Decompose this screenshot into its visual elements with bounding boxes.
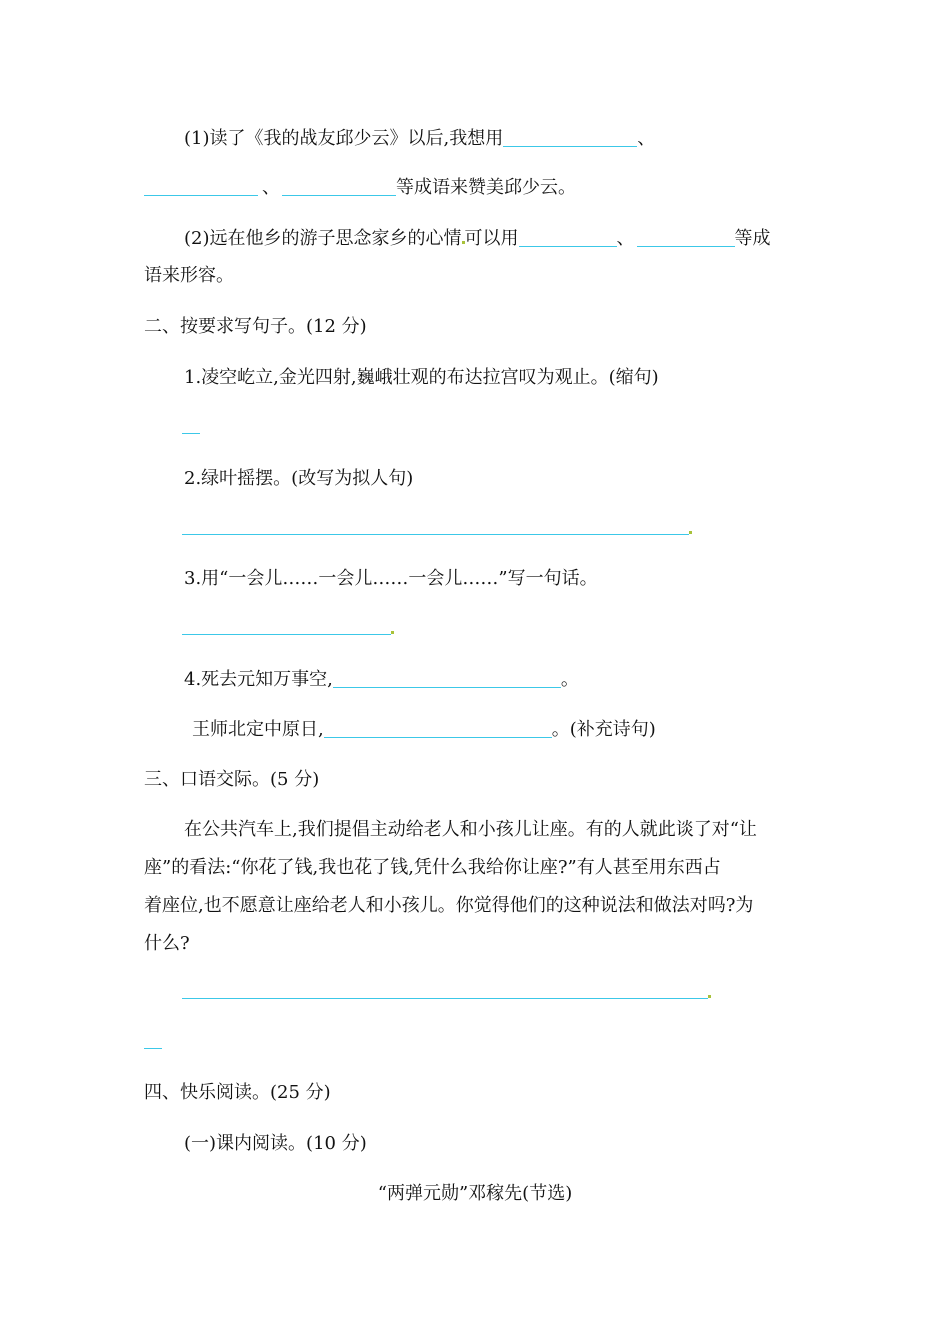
marker-dot (708, 995, 711, 998)
s3-para-line2: 座”的看法:“你花了钱,我也花了钱,凭什么我给你让座?”有人甚至用东西占 (144, 857, 721, 878)
q1-suffix: 等成语来赞美邱少云。 (396, 177, 576, 198)
q2-middle: 可以用 (464, 228, 519, 249)
s3-para-line3: 着座位,也不愿意让座给老人和小孩儿。你觉得他们的这种说法和做法对吗?为 (144, 895, 754, 916)
article-title: “两弹元勋”邓稼先(节选) (377, 1183, 573, 1204)
poem-line2-prefix: 王师北定中原日, (192, 719, 324, 740)
q2-continuation: 语来形容。 (144, 265, 234, 286)
answer-blank-2[interactable] (144, 177, 258, 196)
poem-line2-suffix: 。(补充诗句) (551, 719, 656, 740)
s3-para-line1: 在公共汽车上,我们提倡主动给老人和小孩儿让座。有的人就此谈了对“让 (184, 819, 757, 840)
section2-heading: 二、按要求写句子。(12 分) (144, 316, 367, 337)
marker-dot (391, 631, 394, 634)
q1-line2 (144, 176, 576, 200)
answer-line-s2-3[interactable] (182, 634, 391, 635)
q1-sep2: 、 (262, 177, 280, 198)
section3-heading: 三、口语交际。(5 分) (144, 769, 320, 790)
poem-blank-1[interactable] (333, 669, 561, 688)
answer-blank-4[interactable] (519, 228, 617, 247)
q1-line1 (184, 127, 655, 151)
q2-prefix: (2)远在他乡的游子思念家乡的心情 (184, 228, 462, 249)
answer-blank-3[interactable] (282, 177, 396, 196)
answer-blank-5[interactable] (637, 228, 735, 247)
q2-sep: 、 (616, 228, 635, 249)
s4-sub1: (一)课内阅读。(10 分) (184, 1133, 367, 1154)
poem-blank-2[interactable] (324, 719, 552, 738)
poem-line1-prefix: 4.死去元知万事空, (184, 669, 333, 690)
section4-heading: 四、快乐阅读。(25 分) (144, 1082, 331, 1103)
q2-line1 (184, 227, 771, 251)
answer-blank-1[interactable] (503, 128, 637, 147)
q2-suffix: 等成 (734, 228, 771, 249)
q2-line2 (144, 264, 234, 288)
s2-item2: 2.绿叶摇摆。(改写为拟人句) (184, 468, 414, 489)
s2-item4-line2 (192, 718, 656, 742)
marker-dot (689, 531, 692, 534)
s3-para-line4: 什么? (144, 933, 190, 954)
answer-line-s3-1[interactable] (182, 998, 708, 999)
answer-line-s3-2[interactable] (144, 1048, 162, 1049)
s2-item3: 3.用“一会儿……一会儿……一会儿……”写一句话。 (184, 568, 598, 589)
answer-line-s2-2[interactable] (182, 534, 689, 535)
s2-item4-line1 (184, 668, 579, 692)
q1-sep1: 、 (637, 128, 656, 149)
q1-line1-prefix: (1)读了《我的战友邱少云》以后,我想用 (184, 128, 504, 149)
answer-line-s2-1[interactable] (182, 433, 200, 434)
poem-line1-suffix: 。 (560, 669, 579, 690)
s2-item1: 1.凌空屹立,金光四射,巍峨壮观的布达拉宫叹为观止。(缩句) (184, 367, 659, 388)
